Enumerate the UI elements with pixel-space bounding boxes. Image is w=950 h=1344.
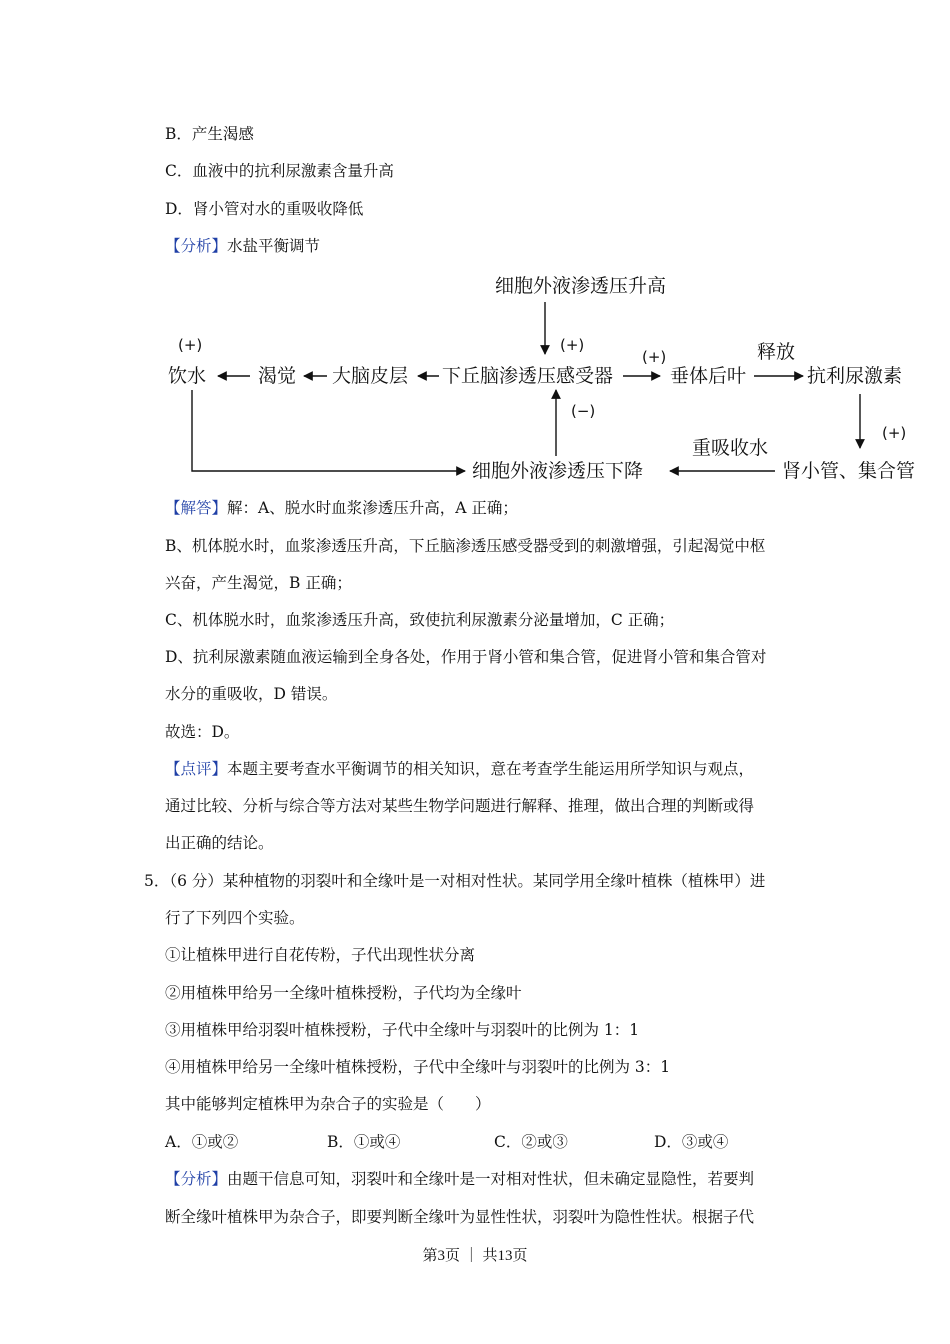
option-d: D．肾小管对水的重吸收降低 <box>165 200 364 218</box>
sign-pituitary: (+) <box>642 348 667 366</box>
answer-line-7: 故选：D。 <box>165 723 240 741</box>
analysis-2-tag: 【分析】 <box>165 1170 228 1188</box>
analysis-2-text-1: 由题干信息可知，羽裂叶和全缘叶是一对相对性状，但未确定显隐性，若要判 <box>227 1170 755 1188</box>
comment-line-1 <box>165 759 754 779</box>
option-b: B．产生渴感 <box>165 125 254 143</box>
experiment-4: ④用植株甲给另一全缘叶植株授粉，子代中全缘叶与羽裂叶的比例为 3：1 <box>165 1058 671 1076</box>
question-5-line-1 <box>144 871 765 891</box>
choice-d: D．③或④ <box>654 1133 729 1151</box>
choice-c: C．②或③ <box>494 1133 568 1151</box>
answer-line-6: 水分的重吸收，D 错误。 <box>165 685 338 703</box>
question-text-1: （6 分）某种植物的羽裂叶和全缘叶是一对相对性状。某同学用全缘叶植株（植株甲）进 <box>169 872 766 890</box>
top-node: 细胞外液渗透压升高 <box>495 275 667 297</box>
answer-line-3: 兴奋，产生渴觉，B 正确； <box>165 574 352 592</box>
choice-b: B．①或④ <box>327 1133 401 1151</box>
analysis-2-line-2: 断全缘叶植株甲为杂合子，即要判断全缘叶为显性性状，羽裂叶为隐性性状。根据子代 <box>165 1208 755 1226</box>
adh-node: 抗利尿激素 <box>807 365 903 387</box>
water-balance-diagram <box>160 268 930 490</box>
sign-top: (+) <box>560 336 585 354</box>
sign-drink: (+) <box>178 336 203 354</box>
question-stem: 其中能够判定植株甲为杂合子的实验是（ ） <box>165 1095 491 1113</box>
analysis-tag: 【分析】 <box>165 237 228 255</box>
answer-line-1 <box>165 498 518 518</box>
release-label: 释放 <box>757 341 796 363</box>
sign-feedback: (−) <box>571 402 596 420</box>
comment-line-2: 通过比较、分析与综合等方法对某些生物学问题进行解释、推理，做出合理的判断或得 <box>165 797 755 815</box>
thirst-node: 渴觉 <box>258 365 297 387</box>
cortex-node: 大脑皮层 <box>332 365 409 387</box>
kidney-node: 肾小管、集合管 <box>782 460 916 482</box>
answer-tag: 【解答】 <box>165 499 228 517</box>
experiment-1: ①让植株甲进行自花传粉，子代出现性状分离 <box>165 946 476 964</box>
reabsorb-label: 重吸收水 <box>692 437 769 459</box>
answer-line-4: C、机体脱水时，血浆渗透压升高，致使抗利尿激素分泌量增加，C 正确； <box>165 611 675 629</box>
answer-text-1: 解：A、脱水时血浆渗透压升高，A 正确； <box>227 499 518 517</box>
answer-line-2: B、机体脱水时，血浆渗透压升高，下丘脑渗透压感受器受到的刺激增强，引起渴觉中枢 <box>165 537 766 555</box>
experiment-2: ②用植株甲给另一全缘叶植株授粉，子代均为全缘叶 <box>165 984 522 1002</box>
drink-node: 饮水 <box>168 365 207 387</box>
hypothalamus-node: 下丘脑渗透压感受器 <box>442 365 614 387</box>
answer-line-5: D、抗利尿激素随血液运输到全身各处，作用于肾小管和集合管，促进肾小管和集合管对 <box>165 648 767 666</box>
comment-text-1: 本题主要考查水平衡调节的相关知识，意在考查学生能运用所学知识与观点， <box>227 760 755 778</box>
comment-tag: 【点评】 <box>165 760 228 778</box>
arrow-drink-to-bottom <box>192 390 465 471</box>
analysis-2-line-1 <box>165 1169 754 1189</box>
question-number: 5． <box>144 872 170 890</box>
choice-a: A．①或② <box>165 1133 239 1151</box>
comment-line-3: 出正确的结论。 <box>165 834 274 852</box>
option-c: C．血液中的抗利尿激素含量升高 <box>165 162 394 180</box>
pituitary-node: 垂体后叶 <box>670 365 747 387</box>
question-5-line-2: 行了下列四个实验。 <box>165 909 305 927</box>
page-footer: 第3页 ｜ 共13页 <box>422 1248 528 1264</box>
experiment-3: ③用植株甲给羽裂叶植株授粉，子代中全缘叶与羽裂叶的比例为 1：1 <box>165 1021 640 1039</box>
analysis-1 <box>165 236 320 256</box>
bottom-node: 细胞外液渗透压下降 <box>472 460 644 482</box>
sign-kidney: (+) <box>882 424 907 442</box>
analysis-text: 水盐平衡调节 <box>227 237 321 255</box>
